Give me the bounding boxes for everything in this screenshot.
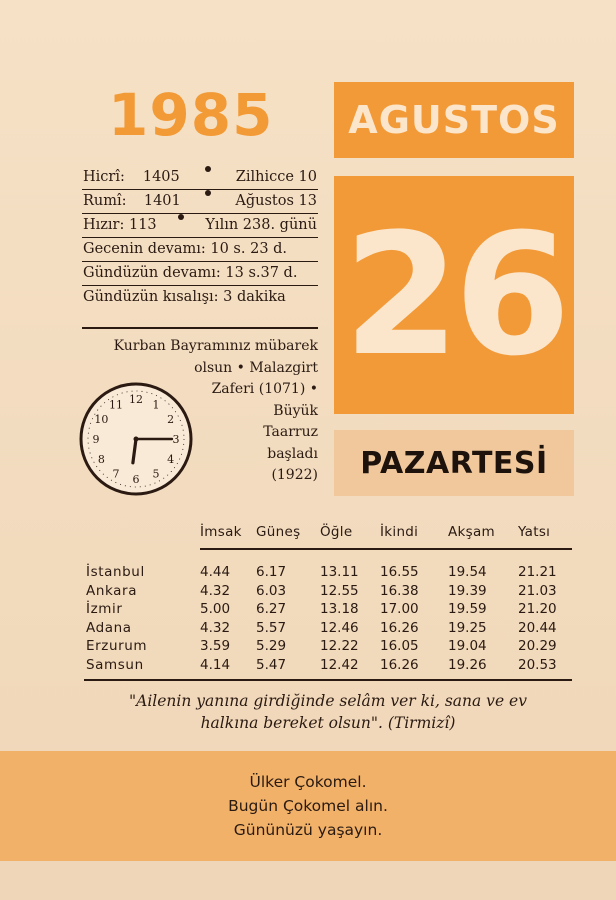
table-row	[84, 657, 572, 676]
time-cell: 20.29	[518, 638, 557, 655]
table-bottom-rule	[84, 679, 572, 681]
bullet-icon	[178, 214, 184, 220]
time-cell: 12.22	[320, 638, 359, 655]
bullet-icon	[205, 190, 211, 196]
clock-numeral: 9	[92, 433, 100, 446]
time-cell: 16.38	[380, 582, 419, 599]
holiday-line: Büyük	[273, 402, 318, 419]
holiday-line: Kurban Bayramınız mübarek	[113, 338, 318, 354]
prayer-times-body	[84, 564, 572, 676]
column-header: İmsak	[200, 524, 242, 540]
time-cell: 16.05	[380, 638, 419, 655]
hizir-line	[82, 214, 318, 238]
time-cell: 12.46	[320, 619, 359, 636]
time-cell: 20.53	[518, 656, 557, 673]
rumi-label: Rumî:	[83, 193, 127, 209]
day-length: Gündüzün devamı: 13 s.37 d.	[83, 265, 298, 281]
time-cell: 4.32	[200, 582, 231, 599]
clock-numeral: 11	[109, 398, 123, 412]
ad-line: Ülker Çokomel.	[249, 773, 367, 791]
clock-numeral: 10	[94, 413, 109, 426]
time-cell: 19.04	[448, 638, 487, 655]
day-shortening: Gündüzün kısalışı: 3 dakika	[83, 289, 286, 305]
table-row	[84, 583, 572, 602]
table-row	[84, 601, 572, 620]
ad-line: Gününüzü yaşayın.	[233, 821, 383, 839]
time-cell: 5.57	[256, 619, 287, 636]
city-name: Ankara	[86, 582, 138, 599]
holiday-line: (1922)	[271, 467, 318, 483]
time-cell: 5.47	[256, 656, 287, 673]
hicri-day: 1405	[142, 169, 180, 185]
time-cell: 16.26	[380, 619, 419, 636]
column-header: Güneş	[256, 524, 301, 540]
time-cell: 21.20	[518, 601, 557, 618]
city-name: Samsun	[86, 656, 144, 673]
time-cell: 6.27	[256, 601, 287, 618]
rumi-day: 1401	[143, 193, 181, 209]
clock-numeral: 12	[129, 393, 143, 406]
holiday-line: olsun • Malazgirt	[194, 359, 318, 376]
night-length: Gecenin devamı: 10 s. 23 d.	[83, 241, 288, 257]
table-row	[84, 564, 572, 583]
time-cell: 21.03	[518, 582, 557, 599]
time-cell: 20.44	[518, 619, 557, 636]
time-cell: 19.54	[448, 564, 487, 580]
clock-numeral: 3	[172, 433, 180, 446]
holiday-line: Taarruz	[263, 424, 318, 440]
day-banner	[334, 176, 574, 414]
time-cell: 13.18	[320, 601, 359, 618]
table-row	[84, 638, 572, 657]
year-day: Yılın 238. günü	[205, 217, 317, 233]
hadith-quote	[84, 690, 572, 734]
holiday-line: Zaferi (1071) •	[211, 381, 318, 397]
clock-numeral: 2	[167, 413, 175, 426]
time-cell: 12.55	[320, 582, 359, 599]
time-cell: 13.11	[320, 564, 359, 580]
day-shortening-line	[82, 286, 318, 310]
time-cell: 3.59	[200, 638, 231, 655]
day-length-line	[82, 262, 318, 286]
city-name: Erzurum	[86, 638, 148, 655]
column-header: Öğle	[320, 524, 353, 540]
time-cell: 19.26	[448, 656, 487, 673]
info-divider	[82, 327, 318, 329]
hicri-line	[82, 166, 318, 190]
ad-line: Bugün Çokomel alın.	[228, 797, 388, 815]
time-cell: 6.17	[256, 564, 287, 580]
quote-line: halkına bereket olsun". (Tirmizî)	[200, 714, 456, 732]
time-cell: 4.32	[200, 619, 231, 636]
time-cell: 16.55	[380, 564, 419, 580]
table-row	[84, 620, 572, 639]
night-length-line	[82, 238, 318, 262]
weekday-panel	[334, 430, 574, 496]
weekday-label: PAZARTESİ	[360, 445, 548, 481]
year: 1985	[108, 81, 274, 149]
header-rule	[200, 548, 572, 550]
time-cell: 19.59	[448, 601, 487, 618]
bullet-icon	[205, 166, 211, 172]
time-cell: 5.29	[256, 638, 287, 655]
month-banner	[334, 82, 574, 158]
prayer-times-header	[84, 520, 572, 550]
clock-numeral: 7	[112, 467, 120, 481]
clock-numeral: 5	[152, 467, 160, 481]
hicri-label: Hicrî:	[83, 169, 125, 185]
time-cell: 19.39	[448, 582, 487, 599]
time-cell: 4.14	[200, 656, 231, 673]
prayer-times-table	[84, 520, 572, 681]
column-header: Akşam	[448, 524, 496, 540]
city-name: İzmir	[86, 601, 123, 618]
column-header: İkindi	[380, 524, 419, 540]
month-label: AGUSTOS	[348, 98, 560, 142]
hizir-day: Hızır: 113	[83, 217, 157, 233]
time-cell: 17.00	[380, 601, 419, 618]
city-name: Adana	[86, 619, 132, 636]
city-name: İstanbul	[86, 564, 145, 580]
time-cell: 5.00	[200, 601, 231, 618]
time-cell: 6.03	[256, 582, 287, 599]
clock-numeral: 1	[152, 398, 160, 412]
clock-numeral: 8	[97, 453, 105, 466]
clock-numeral: 6	[132, 473, 140, 486]
day-number: 26	[343, 197, 565, 393]
time-cell: 4.44	[200, 564, 231, 580]
time-cell: 16.26	[380, 656, 419, 673]
quote-line: "Ailenin yanına girdiğinde selâm ver ki, sana ve ev	[129, 692, 527, 710]
time-cell: 21.21	[518, 564, 557, 580]
clock-numeral: 4	[167, 453, 175, 466]
time-cell: 12.42	[320, 656, 359, 673]
clock-icon	[78, 381, 194, 497]
column-header: Yatsı	[518, 524, 551, 540]
rumi-line	[82, 190, 318, 214]
rumi-month: Ağustos 13	[235, 193, 317, 209]
time-cell: 19.25	[448, 619, 487, 636]
holiday-line: başladı	[267, 445, 318, 462]
clock-center	[134, 437, 139, 442]
hicri-month: Zilhicce 10	[235, 169, 317, 185]
calendar-info	[82, 166, 318, 310]
advertisement-band	[0, 751, 616, 861]
